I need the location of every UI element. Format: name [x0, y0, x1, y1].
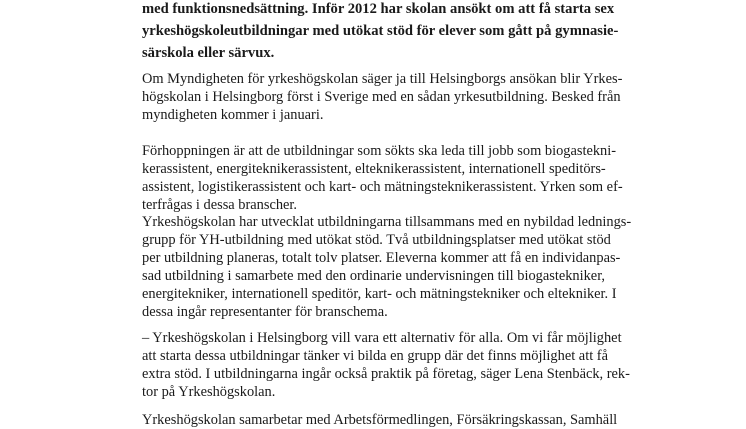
- text-line: assistent, logistikerassistent och kart- och mätningsteknikerassistent. Yrken som ef-: [142, 179, 623, 195]
- text-line: grupp för YH-utbildning med utökat stöd. Två utbildningsplatser med utökat stöd: [142, 232, 611, 248]
- text-line: yrkeshögskoleutbildningar med utökat stöd för elever som gått på gymnasie-: [142, 23, 619, 39]
- text-line: särskola eller särvux.: [142, 45, 275, 61]
- text-line: myndigheten kommer i januari.: [142, 107, 324, 123]
- text-line: med funktionsnedsättning. Inför 2012 har skolan ansökt om att få starta sex: [142, 1, 615, 17]
- text-line: sad utbildning i samarbete med den ordinarie undervisningen till biogastekniker,: [142, 268, 606, 284]
- text-line: tor på Yrkeshögskolan.: [142, 384, 276, 400]
- text-line: per utbildning planeras, totalt tolv platser. Eleverna kommer att få en individanpas-: [142, 250, 621, 266]
- text-line: extra stöd. I utbildningarna ingår också praktik på företag, säger Lena Stenbäck, rek-: [142, 366, 630, 382]
- text-line: – Yrkeshögskolan i Helsingborg vill vara ett alternativ för alla. Om vi får möjlighet: [142, 330, 622, 346]
- text-line: dessa ingår representanter för branschema.: [142, 304, 388, 320]
- text-line: Om Myndigheten för yrkeshögskolan säger ja till Helsingborgs ansökan blir Yrkes-: [142, 71, 623, 87]
- text-line: Yrkeshögskolan har utvecklat utbildningarna tillsammans med en nybildad lednings-: [142, 214, 632, 230]
- text-line: högskolan i Helsingborg först i Sverige med en sådan yrkesutbildning. Besked från: [142, 89, 621, 105]
- text-line: energitekniker, internationell speditör, kart- och mätningstekniker och eltekniker. I: [142, 286, 617, 302]
- text-line: Förhoppningen är att de utbildningar som sökts ska leda till jobb som biogastekni-: [142, 143, 617, 159]
- text-line: kerassistent, energiteknikerassistent, elteknikerassistent, internationell speditörs-: [142, 161, 606, 177]
- text-line: terfrågas i dessa branscher.: [142, 197, 298, 213]
- text-line: att starta dessa utbildningar tänker vi bilda en grupp där det finns möjlighet att få: [142, 348, 608, 364]
- cutoff-text-line: Yrkeshögskolan samarbetar med Arbetsförmedlingen, Försäkringskassan, Samhäll: [142, 412, 618, 428]
